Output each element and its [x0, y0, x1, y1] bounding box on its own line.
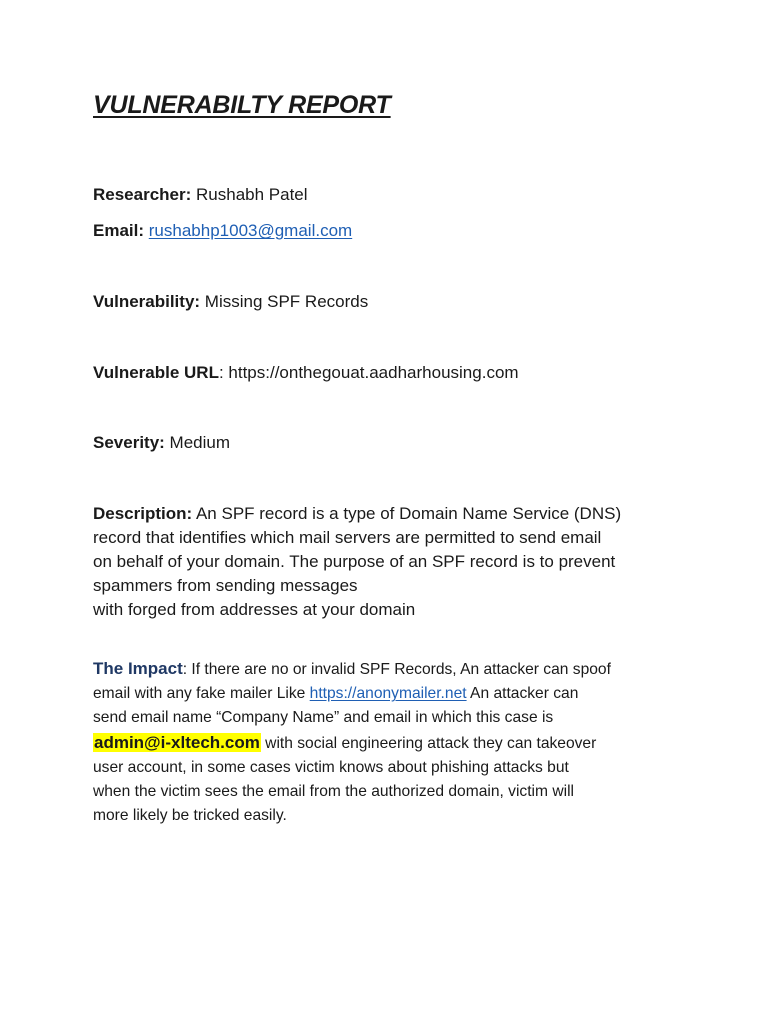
highlighted-email: admin@i-xltech.com — [94, 732, 260, 752]
impact-row — [93, 731, 693, 756]
description-row: with forged from addresses at your domain — [93, 600, 416, 619]
vulnerability-line — [93, 290, 368, 314]
impact-text: email with any fake mailer Like — [93, 685, 310, 703]
vulnerability-label: Vulnerability: — [93, 292, 201, 311]
researcher-label: Researcher: — [93, 185, 192, 204]
vulnerable-url-line — [93, 361, 519, 385]
researcher-line — [93, 183, 308, 207]
impact-section — [93, 657, 693, 828]
description-row: spammers from sending messages — [93, 576, 358, 595]
email-link[interactable]: rushabhp1003@gmail.com — [148, 221, 353, 240]
researcher-value: Rushabh Patel — [191, 185, 308, 204]
impact-text: : If there are no or invalid SPF Records, An attacker can spoof — [182, 661, 611, 678]
description-section — [93, 502, 693, 622]
vulnerable-url-label: Vulnerable URL — [93, 363, 219, 382]
vulnerable-url-value: : https://onthegouat.aadharhousing.com — [218, 363, 519, 382]
anonymailer-link[interactable]: https://anonymailer.net — [309, 685, 467, 703]
impact-row: user account, in some cases victim knows about phishing attacks but — [93, 758, 569, 776]
impact-row — [93, 657, 693, 682]
description-label: Description: — [93, 504, 193, 523]
impact-text: with social engineering attack they can takeover — [260, 734, 597, 752]
description-row: on behalf of your domain. The purpose of an SPF record is to prevent — [93, 552, 616, 571]
description-row — [93, 502, 693, 526]
vulnerability-value: Missing SPF Records — [200, 292, 369, 311]
impact-row — [93, 682, 693, 706]
severity-line — [93, 431, 230, 455]
description-row: record that identifies which mail servers are permitted to send email — [93, 528, 602, 547]
impact-row: send email name “Company Name” and email in which this case is — [93, 709, 554, 727]
severity-value: Medium — [164, 433, 231, 452]
impact-row: more likely be tricked easily. — [93, 807, 287, 825]
description-text: An SPF record is a type of Domain Name Service (DNS) — [192, 504, 622, 523]
report-title: VULNERABILTY REPORT — [93, 91, 391, 119]
impact-text: An attacker can — [466, 685, 579, 703]
severity-label: Severity: — [93, 433, 165, 452]
email-line — [93, 219, 352, 243]
impact-label: The Impact — [93, 659, 183, 678]
impact-row: when the victim sees the email from the authorized domain, victim will — [93, 783, 575, 801]
email-label: Email: — [93, 221, 145, 240]
